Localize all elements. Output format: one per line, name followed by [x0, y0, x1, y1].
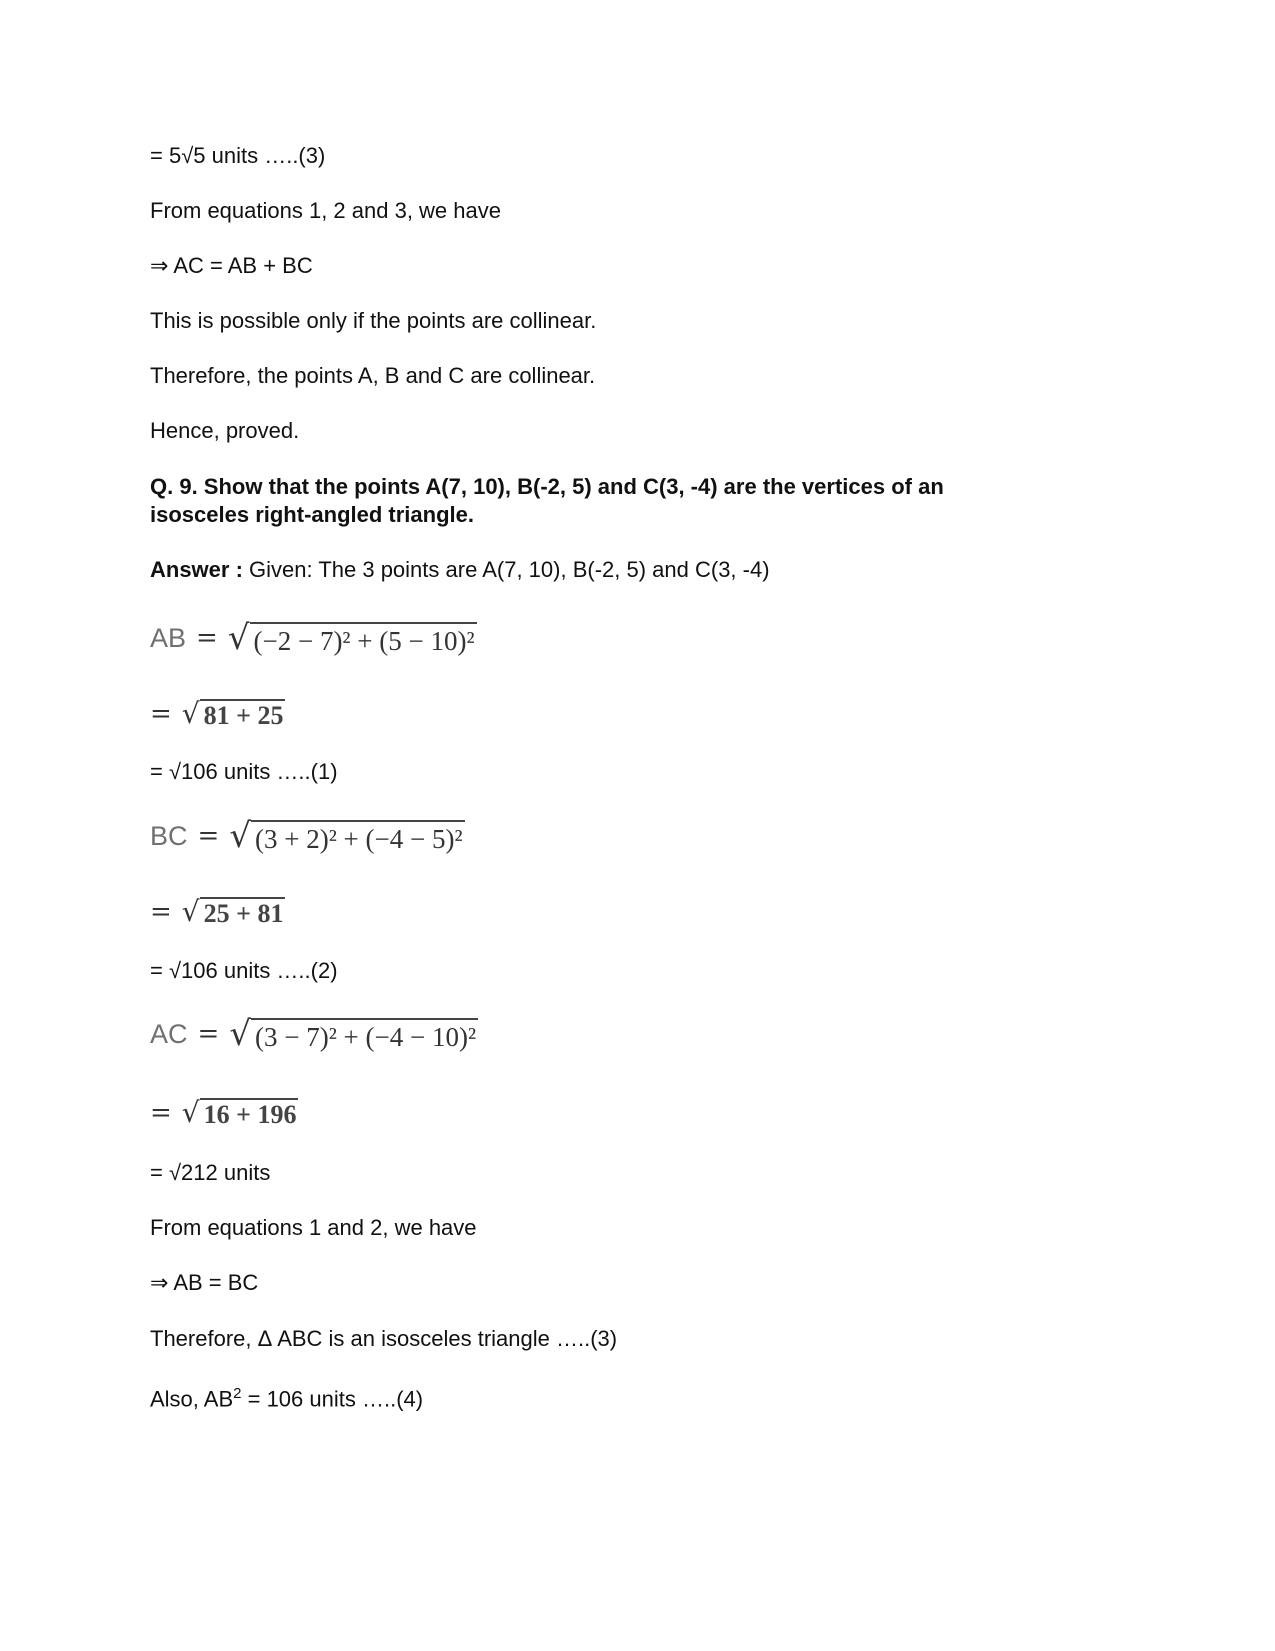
text-line: From equations 1 and 2, we have — [150, 1215, 477, 1240]
equals-sign: = — [196, 623, 218, 653]
text-line: = 5√5 units …..(3) — [150, 143, 326, 168]
square-root — [229, 816, 464, 856]
text-line: Hence, proved. — [150, 418, 300, 443]
radical-sign-icon: √ — [181, 895, 200, 928]
text-fragment: Also, AB — [150, 1386, 234, 1412]
answer-label: Answer : — [150, 557, 243, 582]
text-line: = √106 units …..(1) — [150, 759, 338, 784]
equals-sign: = — [150, 699, 172, 729]
square-root — [229, 1014, 478, 1054]
equation-lhs: BC — [150, 820, 188, 851]
square-root — [182, 697, 286, 731]
equation-ac-step — [150, 1085, 298, 1141]
square-root — [182, 1096, 299, 1130]
equals-sign: = — [197, 1019, 220, 1049]
answer-line — [150, 556, 770, 584]
equation-ac — [150, 1006, 478, 1062]
superscript: 2 — [233, 1385, 242, 1402]
radicand: 16 + 196 — [200, 1098, 299, 1130]
text-line: = √106 units …..(2) — [150, 958, 338, 983]
radical-sign-icon: √ — [229, 816, 251, 856]
answer-text: Given: The 3 points are A(7, 10), B(-2, 5) and C(3, -4) — [242, 557, 770, 582]
radicand: 25 + 81 — [200, 897, 286, 929]
text-line: Therefore, Δ ABC is an isosceles triangle …..(3) — [150, 1326, 618, 1351]
text-line: ⇒ AB = BC — [150, 1270, 259, 1295]
equals-sign: = — [150, 897, 172, 927]
square-root — [182, 895, 286, 929]
equation-bc-step — [150, 884, 285, 940]
square-root — [228, 618, 477, 658]
radical-sign-icon: √ — [227, 618, 250, 658]
equation-lhs: AB — [150, 622, 187, 653]
text-fragment: = 106 units …..(4) — [241, 1386, 424, 1412]
equation-lhs: AC — [150, 1018, 188, 1049]
radical-sign-icon: √ — [181, 1096, 200, 1129]
text-line: ⇒ AC = AB + BC — [150, 253, 313, 278]
radicand: (3 + 2)² + (−4 − 5)² — [251, 820, 465, 856]
text-line: = √212 units — [150, 1160, 271, 1185]
radical-sign-icon: √ — [229, 1014, 251, 1054]
radicand: (−2 − 7)² + (5 − 10)² — [250, 622, 477, 658]
radical-sign-icon: √ — [181, 697, 200, 730]
text-line: Therefore, the points A, B and C are collinear. — [150, 363, 596, 388]
equation-bc — [150, 808, 465, 864]
question-heading: Q. 9. Show that the points A(7, 10), B(-2, 5) and C(3, -4) are the vertices of an — [150, 474, 944, 499]
text-line: This is possible only if the points are collinear. — [150, 308, 597, 333]
equation-ab-step — [150, 686, 285, 742]
equals-sign: = — [150, 1098, 172, 1128]
text-line: From equations 1, 2 and 3, we have — [150, 198, 501, 223]
radicand: 81 + 25 — [200, 699, 286, 731]
equals-sign: = — [197, 821, 220, 851]
radicand: (3 − 7)² + (−4 − 10)² — [251, 1018, 478, 1054]
equation-ab — [150, 610, 477, 666]
text-line — [150, 1380, 423, 1413]
question-heading: isosceles right-angled triangle. — [150, 502, 474, 527]
